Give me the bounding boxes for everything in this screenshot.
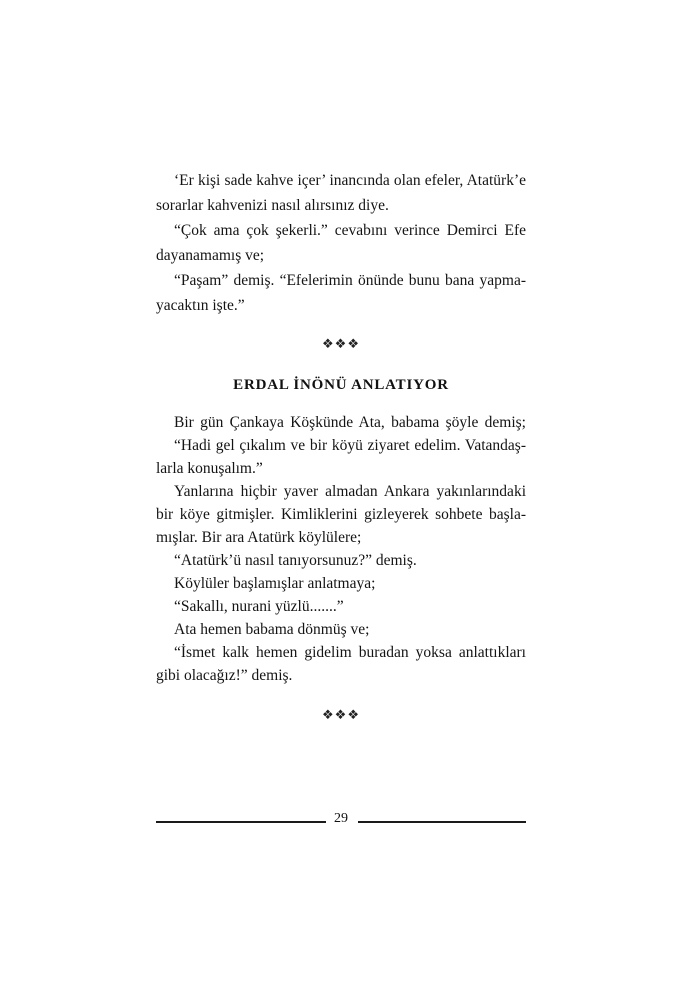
text-line: yacaktın işte.” (156, 297, 245, 314)
page-number: 29 (334, 811, 348, 826)
text-line: mışlar. Bir ara Atatürk köylülere; (156, 529, 362, 546)
text-line: Ata hemen babama dönmüş ve; (174, 621, 370, 638)
text-line: gibi olacağız!” demiş. (156, 667, 293, 684)
text-line: dayanamamış ve; (156, 247, 265, 264)
section-divider-ornament: ❖❖❖ (322, 337, 360, 352)
text-line: “Paşam” demiş. “Efelerimin önünde bunu bana yapma- (174, 272, 526, 289)
section-divider-ornament: ❖❖❖ (322, 708, 360, 723)
text-line: sorarlar kahvenizi nasıl alırsınız diye. (156, 197, 389, 214)
text-line: ‘Er kişi sade kahve içer’ inancında olan efeler, Atatürk’e (174, 172, 526, 189)
text-line: “İsmet kalk hemen gidelim buradan yoksa anlattıkları (174, 644, 526, 661)
text-line: bir köye gitmişler. Kimliklerini gizleyerek sohbete başla- (156, 506, 526, 523)
text-line: Yanlarına hiçbir yaver almadan Ankara yakınlarındaki (174, 483, 526, 500)
text-line: “Çok ama çok şekerli.” cevabını verince Demirci Efe (174, 222, 526, 239)
footer-rule-left (156, 821, 326, 823)
text-line: larla konuşalım.” (156, 460, 263, 477)
text-line: “Sakallı, nurani yüzlü.......” (174, 598, 344, 615)
text-line: “Hadi gel çıkalım ve bir köyü ziyaret edelim. Vatandaş- (174, 437, 526, 454)
text-line: Köylüler başlamışlar anlatmaya; (174, 575, 376, 592)
section-title: ERDAL İNÖNÜ ANLATIYOR (233, 377, 449, 393)
text-line: Bir gün Çankaya Köşkünde Ata, babama şöyle demiş; (174, 414, 526, 431)
text-line: “Atatürk’ü nasıl tanıyorsunuz?” demiş. (174, 552, 417, 569)
footer-rule-right (358, 821, 526, 823)
